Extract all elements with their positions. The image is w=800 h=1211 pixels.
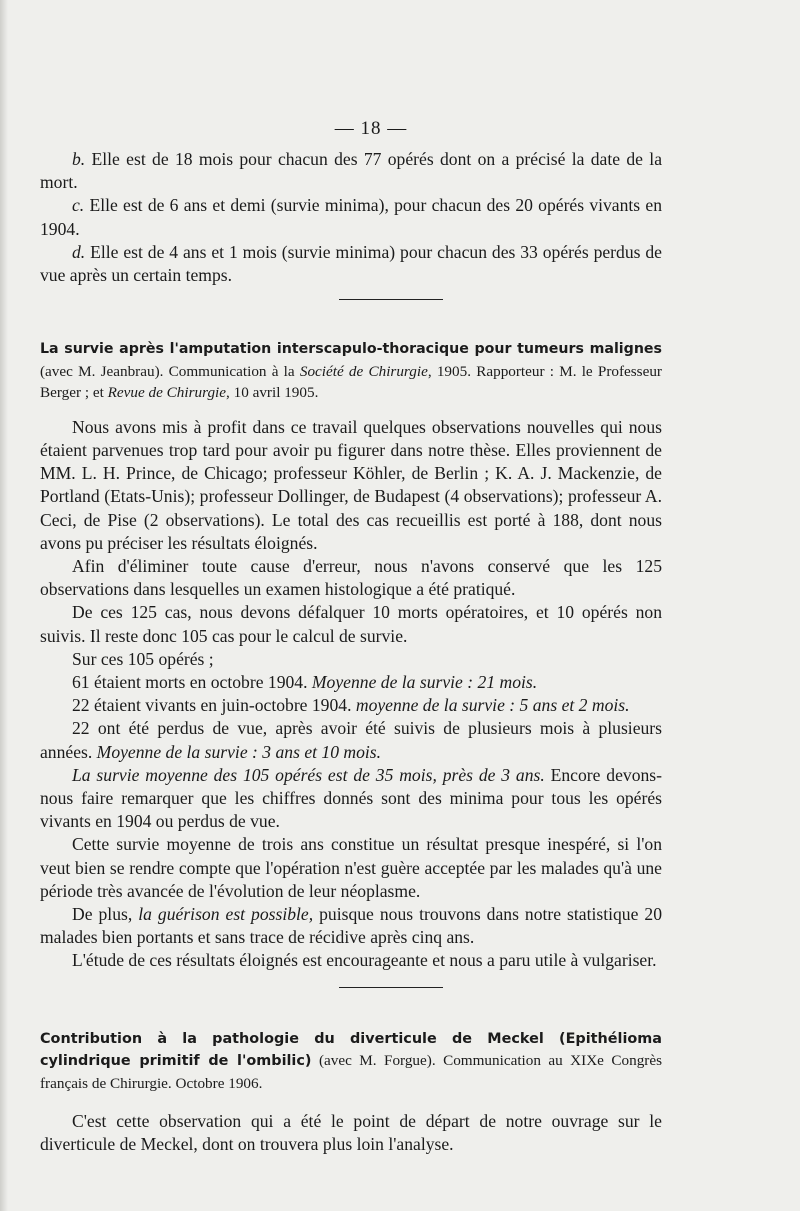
paragraph-text: 61 étaient morts en octobre 1904. [72, 671, 312, 692]
paragraph: L'étude de ces résultats éloignés est encourageante et nous a paru utile à vulgariser. [72, 950, 657, 971]
list-text: Elle est de 18 mois pour chacun des 77 opérés dont on a précisé la date de la mort. [40, 149, 662, 193]
list-item [40, 194, 662, 240]
journal-name: Revue de Chirurgie [107, 384, 226, 402]
section-heading-amputation [40, 338, 662, 404]
paragraph: C'est cette observation qui a été le point de départ de notre ouvrage sur le diverticule de Meckel, dont on trouvera plus loin l'analyse. [40, 1111, 662, 1155]
reference-text: , 10 avril 1905. [226, 384, 319, 402]
section-title: Contribution à la pathologie du diverticule de Meckel (Epithélioma cylindrique primitif de l'ombilic) [40, 1030, 662, 1070]
section-body-meckel [40, 1110, 662, 1156]
section-heading-meckel [40, 1028, 662, 1095]
list-letter: c. [72, 195, 85, 216]
list-item [40, 148, 662, 194]
paragraph: Sur ces 105 opérés ; [72, 648, 214, 669]
paragraph-text: Encore devons-nous faire remarquer que les chiffres donnés sont des minima pour tous les opérés vivants en 1904 ou perdus de vue. [40, 764, 662, 832]
paragraph-text: 22 étaient vivants en juin-octobre 1904. [72, 695, 356, 716]
reference-text: (avec M. Jeanbrau). Communication à la [40, 362, 300, 380]
paragraph-emphasis: La survie moyenne des 105 opérés est de 35 mois, près de 3 ans. [72, 764, 545, 785]
list-letter: d. [72, 241, 86, 262]
reference-text: , 1905. Rapporteur : M. le Professeur Berger ; et [40, 362, 662, 402]
paragraph-emphasis: moyenne de la survie : 5 ans et 2 mois. [355, 695, 630, 716]
list-text: Elle est de 4 ans et 1 mois (survie minima) pour chacun des 33 opérés perdus de vue après un certain temps. [40, 241, 662, 286]
paragraph: Afin d'éliminer toute cause d'erreur, nous n'avons conservé que les 125 observations dans lesquelles un examen histologique a été pratiqué. [40, 555, 662, 600]
paragraph [40, 903, 662, 949]
page-number: — 18 — [334, 118, 408, 139]
list-item [40, 241, 662, 287]
paragraph-emphasis: Moyenne de la survie : 3 ans et 10 mois. [96, 741, 382, 762]
section-divider [339, 987, 443, 988]
paragraph-text: De plus, [72, 903, 139, 924]
section-body-amputation [40, 416, 662, 973]
paragraph: De ces 125 cas, nous devons défalquer 10 morts opératoires, et 10 opérés non suivis. Il reste donc 105 cas pour le calcul de survie. [40, 602, 662, 646]
paragraph: Cette survie moyenne de trois ans constitue un résultat presque inespéré, si l'on veut bien se rendre compte que l'opération n'est guère acceptée par les malades qu'à une période très avancée de l'évolution de leur néoplasme. [40, 834, 662, 901]
paragraph-emphasis: Moyenne de la survie : 21 mois. [311, 671, 538, 692]
paragraph-text: 22 ont été perdus de vue, après avoir été suivis de plusieurs mois à plusieurs années. [40, 718, 662, 762]
paragraph [40, 764, 662, 834]
section-reference: (avec M. Forgue). Communication au XIXe Congrès français de Chirurgie. Octobre 1906. [40, 1052, 662, 1092]
journal-name: Société de Chirurgie [299, 362, 428, 380]
paragraph [40, 671, 662, 694]
section-divider [339, 299, 443, 300]
paragraph [40, 694, 662, 717]
page-edge-shadow [0, 0, 8, 1211]
paragraph: Nous avons mis à profit dans ce travail quelques observations nouvelles qui nous étaient parvenues trop tard pour avoir pu figurer dans notre thèse. Elles proviennent de MM. L. H. Prince, de Chicago; professeur Köhler, de Berlin ; K. A. J. Mackenzie, de Portland (Etats-Unis); professeur Dollinger, de Budapest (4 observations); professeur A. Ceci, de Pise (2 observations). Le total des cas recueillis est porté à 188, dont nous avons pu préciser les résultats éloignés. [40, 416, 662, 553]
paragraph [40, 717, 662, 763]
paragraph-emphasis: la guérison est possible, [138, 903, 314, 924]
paragraph-text: puisque nous trouvons dans notre statistique 20 malades bien portants et sans trace de récidive après cinq ans. [40, 903, 662, 948]
document-page [40, 118, 662, 1157]
intro-list [40, 148, 662, 287]
section-reference [40, 363, 662, 402]
list-text: Elle est de 6 ans et demi (survie minima), pour chacun des 20 opérés vivants en 1904. [40, 195, 662, 239]
section-title: La survie après l'amputation interscapulo-thoracique pour tumeurs malignes [40, 341, 662, 358]
list-letter: b. [72, 149, 86, 169]
